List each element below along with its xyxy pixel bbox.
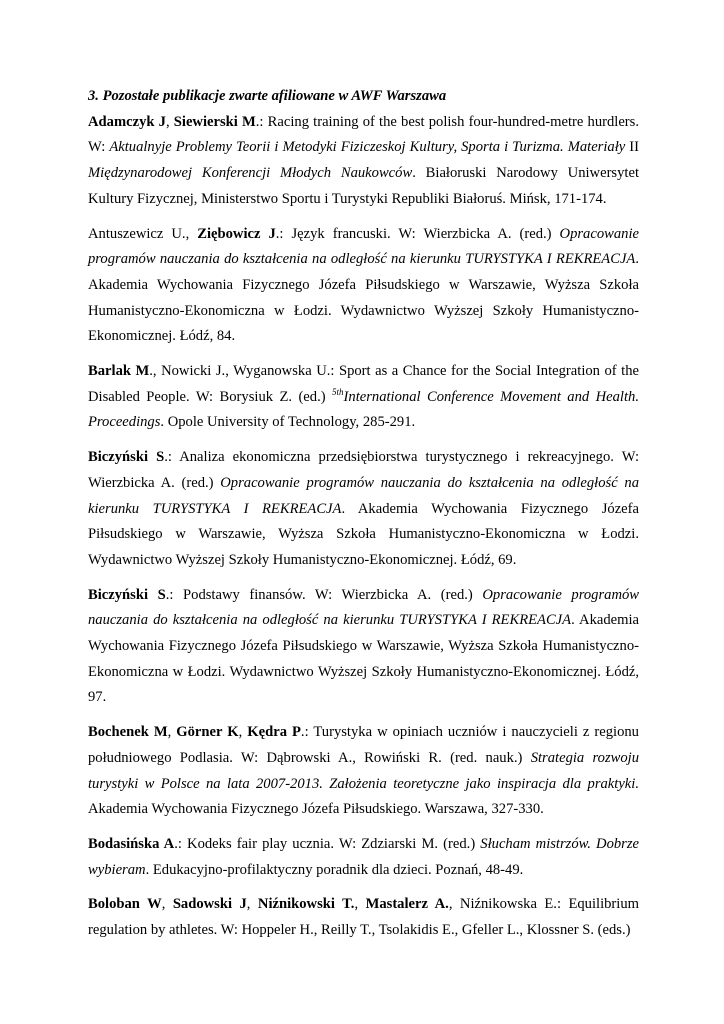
publication-entry: Antuszewicz U., Ziębowicz J.: Język francuski. W: Wierzbicka A. (red.) Opracowanie programów nauczania do kształcenia na odległość na kierunku TURYSTYKA I REKREACJA. Akademia Wychowania Fizycznego Józefa Piłsudskiego w Warszawie, Wyższa Szkoła Humanistyczno-Ekonomiczna w Łodzi. Wydawnictwo Wyższej Szkoły Humanistyczno-Ekonomicznej. Łódź, 84. bbox=[88, 225, 639, 345]
section-heading: 3. Pozostałe publikacje zwarte afiliowane w AWF Warszawa bbox=[88, 88, 447, 104]
author-bold: Kędra P bbox=[247, 724, 301, 741]
source-title: Opracowanie programów nauczania do kształcenia na odległość na kierunku TURYSTYKA I REKREACJA bbox=[88, 225, 639, 268]
source-title: Aktualnyje Problemy Teorii i Metodyki Fiziczeskoj Kultury, Sporta i Turizma. Materiały bbox=[109, 139, 626, 156]
publication-entry: Adamczyk J, Siewierski M.: Racing training of the best polish four-hundred-metre hurdlers. W: Aktualnyje Problemy Teorii i Metodyki Fiziczeskoj Kultury, Sporta i Turizma. Materiały II Międzynarodowej Konferencji Młodych Naukowców. Białoruski Narodowy Uniwersytet Kultury Fizycznej, Ministerstwo Sportu i Turystyki Republiki Białoruś. Mińsk, 171-174. bbox=[88, 113, 640, 207]
author-bold: Bodasińska A bbox=[88, 835, 175, 852]
author-bold: Biczyński S bbox=[88, 586, 166, 603]
publication-entry: Biczyński S.: Podstawy finansów. W: Wierzbicka A. (red.) Opracowanie programów nauczania do kształcenia na odległość na kierunku TURYSTYKA I REKREACJA. Akademia Wychowania Fizycznego Józefa Piłsudskiego w Warszawie, Wyższa Szkoła Humanistyczno-Ekonomiczna w Łodzi. Wydawnictwo Wyższej Szkoły Humanistyczno-Ekonomicznej. Łódź, 97. bbox=[88, 586, 640, 706]
publication-entry: Bochenek M, Görner K, Kędra P.: Turystyka w opiniach uczniów i nauczycieli z regionu południowego Podlasia. W: Dąbrowski A., Rowiński R. (red. nauk.) Strategia rozwoju turystyki w Polsce na lata 2007-2013. Założenia teoretyczne jako inspiracja dla praktyki. Akademia Wychowania Fizycznego Józefa Piłsudskiego. Warszawa, 327-330. bbox=[88, 724, 640, 818]
author-bold: Biczyński S bbox=[88, 449, 165, 466]
publication-entry: Biczyński S.: Analiza ekonomiczna przedsiębiorstwa turystycznego i rekreacyjnego. W: Wierzbicka A. (red.) Opracowanie programów nauczania do kształcenia na odległość na kierunku TURYSTYKA I REKREACJA. Akademia Wychowania Fizycznego Józefa Piłsudskiego w Warszawie, Wyższa Szkoła Humanistyczno-Ekonomiczna w Łodzi. Wydawnictwo Wyższej Szkoły Humanistyczno-Ekonomicznej. Łódź, 69. bbox=[88, 449, 639, 568]
author-bold: Mastalerz A. bbox=[365, 896, 449, 913]
publication-entry: Barlak M., Nowicki J., Wyganowska U.: Sport as a Chance for the Social Integration of the Disabled People. W: Borysiuk Z. (ed.) $^{5th}$International Conference Movement and Health. Proceedings. Opole University of Technology, 285-291. bbox=[88, 363, 639, 431]
author-bold: Görner K bbox=[176, 724, 239, 741]
source-title: International Conference Movement and Health. Proceedings bbox=[88, 388, 639, 431]
source-title: Opracowanie programów nauczania do kształcenia na odległość na kierunku TURYSTYKA I REKREACJA bbox=[88, 586, 640, 629]
publication-entry: Boloban W, Sadowski J, Niźnikowski T., Mastalerz A., Niźnikowska E.: Equilibrium regulation by athletes. W: Hoppeler H., Reilly T., Tsolakidis E., Gfeller L., Klossner S. (eds.) bbox=[88, 896, 639, 939]
source-title: Słucham mistrzów. Dobrze wybieram bbox=[88, 835, 640, 878]
author-bold: Niźnikowski T. bbox=[257, 896, 355, 913]
author-bold: Adamczyk J bbox=[88, 113, 166, 130]
publication-entry: Bodasińska A.: Kodeks fair play ucznia. W: Zdziarski M. (red.) Słucham mistrzów. Dobrze wybieram. Edukacyjno-profilaktyczny poradnik dla dzieci. Poznań, 48-49. bbox=[88, 835, 640, 878]
author-bold: Boloban W bbox=[88, 896, 162, 913]
author-bold: Siewierski M bbox=[173, 113, 256, 130]
publication-list bbox=[88, 84, 639, 953]
source-title: Międzynarodowej Konferencji Młodych Naukowców bbox=[88, 165, 413, 182]
author-bold: Barlak M bbox=[88, 363, 150, 380]
source-title: Opracowanie programów nauczania do kształcenia na odległość na kierunku TURYSTYKA I REKREACJA bbox=[88, 474, 639, 517]
author-bold: Ziębowicz J bbox=[197, 225, 276, 242]
author-bold: Bochenek M bbox=[88, 724, 168, 741]
source-title: Strategia rozwoju turystyki w Polsce na lata 2007-2013. Założenia teoretyczne jako inspiracja dla praktyki. bbox=[88, 749, 640, 792]
superscript: 5th bbox=[332, 386, 344, 397]
author-bold: Sadowski J bbox=[172, 896, 247, 913]
